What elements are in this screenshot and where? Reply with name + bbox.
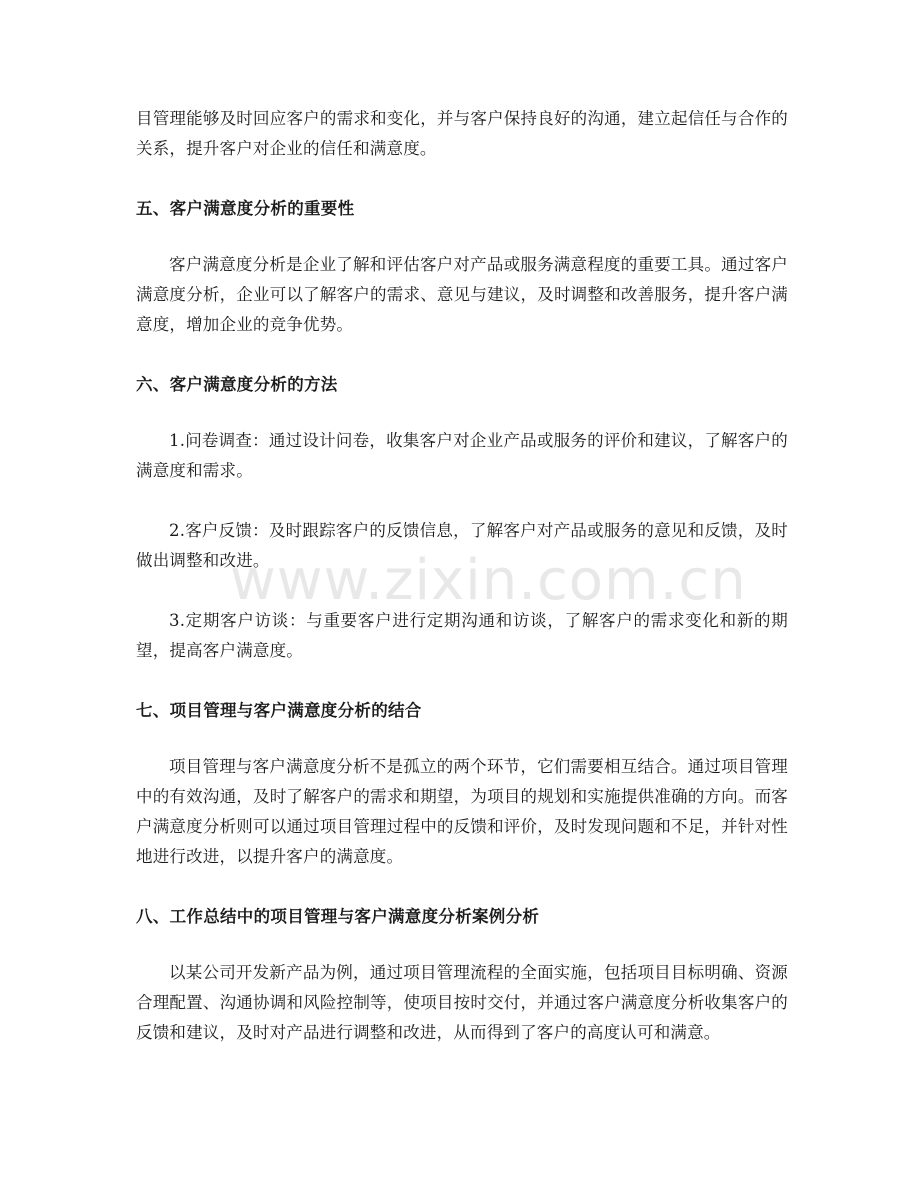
paragraph-method-2: 2.客户反馈：及时跟踪客户的反馈信息，了解客户对产品或服务的意见和反馈，及时做出调整和改进。 (136, 521, 788, 570)
section-heading-6: 六、客户满意度分析的方法 (136, 375, 338, 394)
paragraph-method-1: 1.问卷调查：通过设计问卷，收集客户对企业产品或服务的评价和建议，了解客户的满意度和需求。 (136, 431, 788, 480)
paragraph-section-7: 项目管理与客户满意度分析不是孤立的两个环节，它们需要相互结合。通过项目管理中的有效沟通，及时了解客户的需求和期望，为项目的规划和实施提供准确的方向。而客户满意度分析则可以通过项目管理过程中的反馈和评价，及时发现问题和不足，并针对性地进行改进，以提升客户的满意度。 (136, 757, 788, 866)
paragraph-section-8: 以某公司开发新产品为例，通过项目管理流程的全面实施，包括项目目标明确、资源合理配置、沟通协调和风险控制等，使项目按时交付，并通过客户满意度分析收集客户的反馈和建议，及时对产品进行调整和改进，从而得到了客户的高度认可和满意。 (136, 963, 788, 1042)
section-heading-7: 七、项目管理与客户满意度分析的结合 (136, 701, 422, 720)
section-heading-8: 八、工作总结中的项目管理与客户满意度分析案例分析 (136, 907, 540, 926)
document-body (136, 104, 788, 1078)
paragraph-intro-continued: 目管理能够及时回应客户的需求和变化，并与客户保持良好的沟通，建立起信任与合作的关系，提升客户对企业的信任和满意度。 (136, 109, 788, 158)
paragraph-section-5: 客户满意度分析是企业了解和评估客户对产品或服务满意程度的重要工具。通过客户满意度分析，企业可以了解客户的需求、意见与建议，及时调整和改善服务，提升客户满意度，增加企业的竞争优势。 (136, 255, 788, 334)
section-heading-5: 五、客户满意度分析的重要性 (136, 199, 355, 218)
watermark-text: www.zixin.com.cn (230, 548, 747, 613)
paragraph-method-3: 3.定期客户访谈：与重要客户进行定期沟通和访谈，了解客户的需求变化和新的期望，提高客户满意度。 (136, 611, 788, 660)
